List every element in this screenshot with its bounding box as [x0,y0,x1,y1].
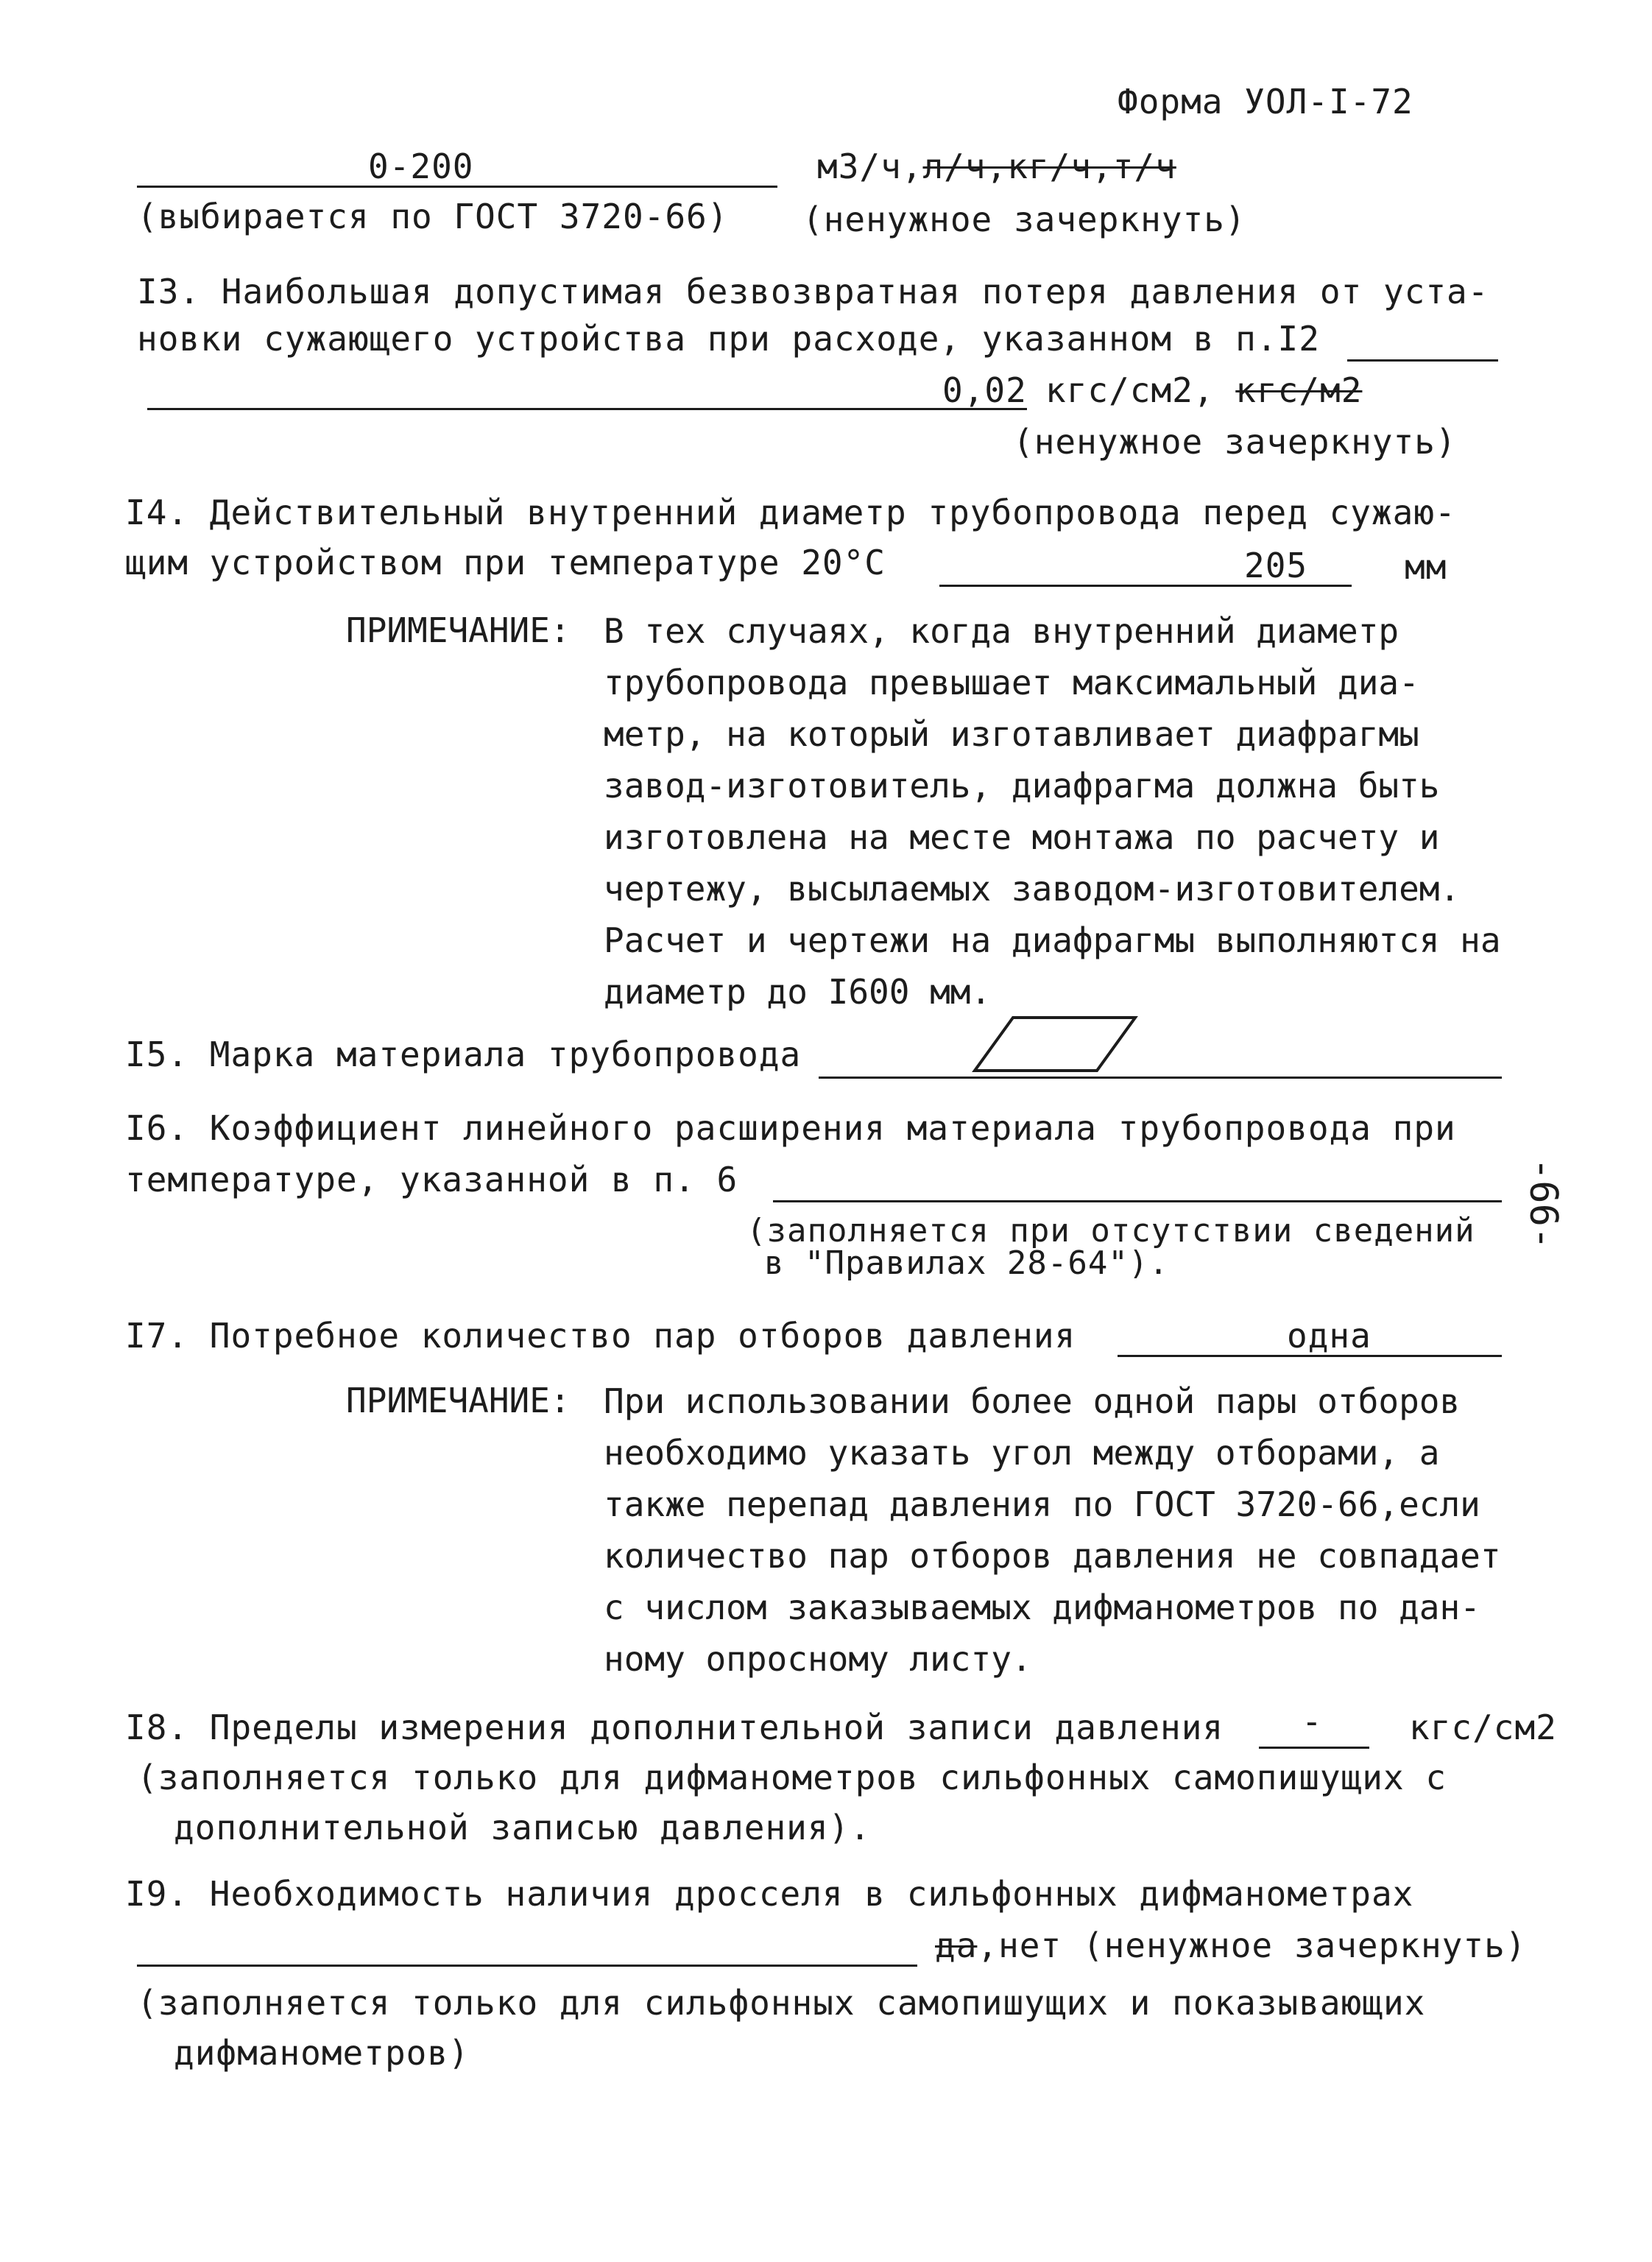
item15-underline [819,1077,1502,1079]
item12-underline [137,186,777,188]
item18-note-line2: дополнительной записью давления). [174,1808,871,1847]
item18-text: I8. Пределы измерения дополнительной записи давления [125,1708,1224,1747]
item17-note-label: ПРИМЕЧАНИЕ: [346,1381,571,1420]
item18-underline [1259,1747,1369,1749]
item17-note-line: с числом заказываемых дифманометров по дан- [604,1588,1480,1627]
item19-line1: I9. Необходимость наличия дросселя в сильфонных дифманометрах [125,1874,1414,1914]
item15-dash-mark [972,1013,1141,1075]
item13-unit-struck: кгс/м2 [1235,370,1363,410]
item14-note-line: изготовлена на месте монтажа по расчету и [604,817,1440,857]
item12-value: 0-200 [368,147,474,186]
item14-value: 205 [1244,546,1308,585]
item13-value: 0,02 [942,370,1027,410]
item17-value: одна [1287,1316,1372,1356]
item16-line2: температуре, указанной в п. 6 [125,1160,738,1199]
item13-line1: I3. Наибольшая допустимая безвозвратная потеря давления от уста- [137,272,1489,311]
item18-unit: кгс/см2 [1409,1708,1557,1747]
page-number: -66- [1521,1158,1565,1250]
item17-text: I7. Потребное количество пар отборов давления [125,1316,1076,1356]
item16-underline [773,1200,1502,1202]
item13-line2: новки сужающего устройства при расходе, указанном в п.I2 [137,319,1320,359]
item15-text: I5. Марка материала трубопровода [125,1035,802,1074]
item12-note-left: (выбирается по ГОСТ 3720-66) [137,197,729,236]
item18-note-line1: (заполняется только для дифманометров сильфонных самопишущих с [137,1758,1447,1797]
item14-unit: мм [1405,547,1447,587]
item19-underline [137,1965,917,1967]
item19-note-line1: (заполняется только для сильфонных самопишущих и показывающих [137,1983,1426,2023]
item14-note-label: ПРИМЕЧАНИЕ: [346,610,571,650]
item16-note-line1: (заполняется при отсутствии сведений [746,1212,1475,1250]
item13-underline-b [147,408,1027,410]
item19-choice-note: (ненужное зачеркнуть) [1082,1925,1527,1965]
item17-note-line: количество пар отборов давления не совпадает [604,1536,1501,1576]
item16-line1: I6. Коэффициент линейного расширения материала трубопровода при [125,1108,1456,1148]
item13-unit-kept: кгс/см2, [1045,370,1215,410]
item16-note-line2: в "Правилах 28-64"). [764,1244,1169,1282]
item14-note-line: метр, на который изготавливает диафрагмы [604,714,1419,754]
item12-unit-struck: л/ч,кг/ч,т/ч [922,147,1176,186]
item14-note-line: завод-изготовитель, диафрагма должна быть [604,766,1440,806]
item14-note-line: трубопровода превышает максимальный диа- [604,663,1419,702]
item17-note-line: необходимо указать угол между отборами, а [604,1433,1440,1473]
item12-unit [817,144,1176,188]
item14-note-line: чертежу, высылаемых заводом-изготовителем. [604,869,1461,909]
item19-option-struck: да [935,1925,978,1965]
item18-value: - [1302,1702,1323,1741]
item14-note-line: Расчет и чертежи на диафрагмы выполняются на [604,920,1501,960]
item17-note-line: При использовании более одной пары отборов [604,1381,1461,1421]
form-id: Форма УОЛ-I-72 [1118,82,1413,121]
item14-note-body [604,605,1501,1018]
item14-line1: I4. Действительный внутренний диаметр трубопровода перед сужаю- [125,493,1456,532]
item13-note: (ненужное зачеркнуть) [1013,422,1457,462]
item19-options [935,1923,1526,1967]
item14-note-line: диаметр до I600 мм. [604,972,992,1012]
item13-unit [1045,368,1362,412]
item17-note-body [604,1375,1501,1685]
item13-underline-a [1347,359,1498,362]
item12-unit-kept: м3/ч, [817,147,923,186]
item17-note-line: ному опросному листу. [604,1639,1032,1679]
item12-note-right: (ненужное зачеркнуть) [802,200,1246,239]
item19-option-kept: ,нет [977,1925,1062,1965]
item19-note-line2: дифманометров) [174,2033,470,2073]
item17-note-line: также перепад давления по ГОСТ 3720-66,если [604,1484,1480,1524]
item14-line2: щим устройством при температуре 20°С [125,543,886,582]
item14-note-line: В тех случаях, когда внутренний диаметр [604,611,1399,651]
